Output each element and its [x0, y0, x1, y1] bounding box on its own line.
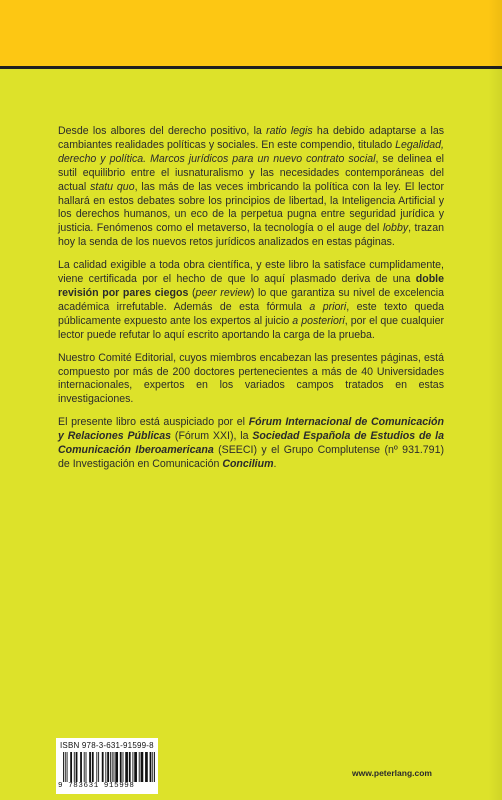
barcode-bar: [141, 752, 144, 782]
barcode-bar: [125, 752, 128, 782]
barcode-bar: [96, 752, 97, 782]
barcode-bar: [107, 752, 109, 782]
barcode-bar: [92, 752, 94, 782]
barcode-bar: [132, 752, 133, 782]
top-color-band: [0, 0, 502, 66]
publisher-url: www.peterlang.com: [352, 768, 432, 778]
barcode-bar: [145, 752, 148, 782]
barcode-bar: [154, 752, 155, 782]
barcode-bar: [65, 752, 66, 782]
barcode-bar: [76, 752, 78, 782]
barcode-bar: [120, 752, 122, 782]
barcode-bar: [105, 752, 106, 782]
barcode-bar: [112, 752, 113, 782]
barcode-bar: [80, 752, 82, 782]
isbn-barcode: [56, 738, 158, 794]
barcode-bar: [102, 752, 104, 782]
barcode-bar: [134, 752, 137, 782]
barcode-bar: [139, 752, 140, 782]
barcode-bar: [129, 752, 131, 782]
blurb-paragraph-3: Nuestro Comité Editorial, cuyos miembros encabezan las presentes páginas, está compuesto por más de 200 doctores pertenecientes a más de 40 Universidades internacionales, expertos en los variados campos tratados en estas investigaciones.: [58, 351, 444, 406]
barcode-bar: [74, 752, 75, 782]
barcode-bar: [110, 752, 111, 782]
isbn-label: ISBN 978-3-631-91599-8: [60, 741, 154, 750]
barcode-bars: [63, 752, 155, 782]
barcode-bar: [123, 752, 124, 782]
barcode-bar: [98, 752, 99, 782]
barcode-bar: [63, 752, 64, 782]
barcode-bar: [86, 752, 87, 782]
barcode-digits: 9 783631 915998: [58, 782, 135, 790]
barcode-bar: [89, 752, 91, 782]
barcode-bar: [152, 752, 153, 782]
top-divider-rule: [0, 66, 502, 69]
barcode-bar: [150, 752, 152, 782]
barcode-bar: [67, 752, 68, 782]
blurb-paragraph-2: La calidad exigible a toda obra científica, y este libro la satisface cumplidamente, viene certificada por el hecho de que lo aquí plasmado deriva de una doble revisión por pares ciegos (peer review) lo que garantiza su nivel de excelencia académica irrefutable. Además de esta fórmula a priori, este texto queda públicamente expuesto ante los expertos al juicio a posteriori, por el que cualquier lector puede refutar lo aquí escrito aportando la carga de la prueba.: [58, 259, 445, 341]
blurb-paragraph-4: El presente libro está auspiciado por el Fórum Internacional de Comunicación y Relaciones Públicas (Fórum XXI), la Sociedad Española de Estudios de la Comunicación Iberoamericana (SEECI) y el Grupo Complutense (nº 931.791) de Investigación en Comunicación Concilium.: [58, 416, 444, 470]
barcode-bar: [84, 752, 85, 782]
back-cover-blurb: [58, 125, 444, 481]
spine-shadow: [488, 0, 502, 800]
blurb-paragraph-1: Desde los albores del derecho positivo, la ratio legis ha debido adaptarse a las cambiantes realidades políticas y sociales. En este compendio, titulado Legalidad, derecho y política. Marcos jurídicos para un nuevo contrato social, se delinea el sutil equilibrio entre el iusnaturalismo y las necesidades contemporáneas del actual statu quo, las más de las veces imbricando la política con la ley. El lector hallará en estos debates sobre los principios de libertad, la Inteligencia Artificial y los derechos humanos, un eco de la perpetua pugna entre seguridad jurídica y justicia. Fenómenos como el metaverso, la tecnología o el auge del lobby, trazan hoy la senda de los nuevos retos jurídicos analizados en estas páginas.: [58, 125, 445, 249]
barcode-bar: [115, 752, 118, 782]
barcode-bar: [70, 752, 72, 782]
barcode-bar: [114, 752, 115, 782]
